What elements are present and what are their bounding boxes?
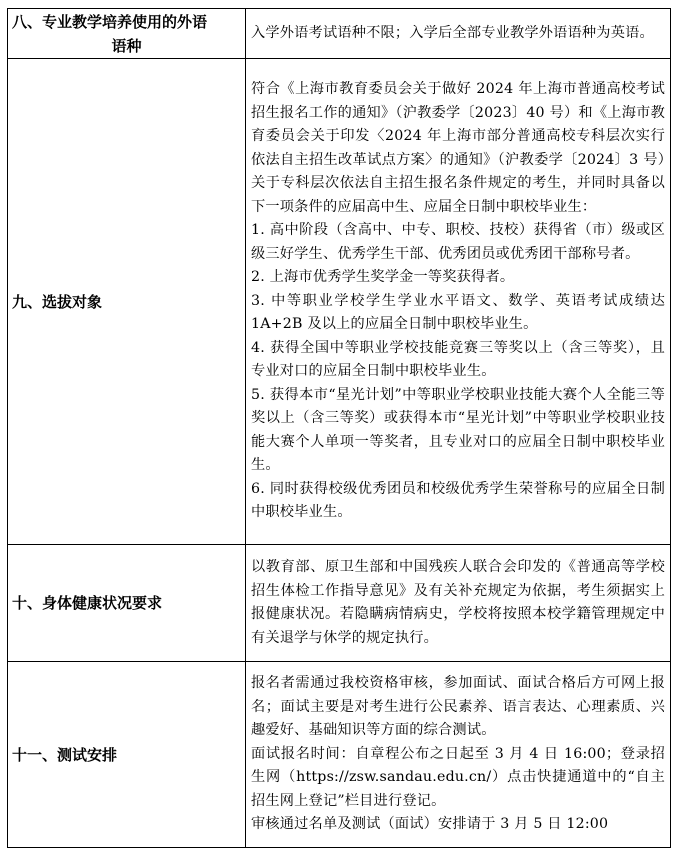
- table-row: [8, 9, 671, 59]
- row-content-selection-target: [246, 59, 671, 545]
- content-paragraph: 2. 上海市优秀学生奖学金一等奖获得者。: [251, 269, 515, 286]
- row-label-foreign-language: [8, 9, 246, 59]
- admission-rules-table: [7, 8, 671, 848]
- content-paragraph: 5. 获得本市“星光计划”中等职业学校职业技能大赛个人全能三等奖以上（含三等奖）或获得本市“星光计划”中等职业学校职业技能大赛个人单项一等奖者，且专业对口的应届全日制中职校毕业生。: [251, 386, 665, 474]
- row-label-line: 语种: [111, 36, 142, 55]
- row-content-health-requirements: [246, 545, 671, 662]
- row-label-selection-target: [8, 59, 246, 545]
- row-label-text: 九、选拔对象: [12, 292, 103, 311]
- row-label-text: 十、身体健康状况要求: [12, 594, 163, 612]
- table-row: [8, 59, 671, 545]
- row-content-foreign-language: [246, 9, 671, 59]
- row-label-test-arrangement: [8, 662, 246, 848]
- content-paragraph: 入学外语考试语种不限；入学后全部专业教学外语语种为英语。: [251, 24, 654, 41]
- content-paragraph: 1. 高中阶段（含高中、中专、职校、技校）获得省（市）级或区级三好学生、优秀学生干部、优秀团员或优秀团干部称号者。: [251, 222, 665, 262]
- content-paragraph: 3. 中等职业学校学生学业水平语文、数学、英语考试成绩达 1A+2B 及以上的应届全日制中职校毕业生。: [251, 292, 665, 333]
- content-paragraph: 报名者需通过我校资格审核，参加面试、面试合格后方可网上报名；面试主要是对考生进行公民素养、语言表达、心理素质、兴趣爱好、基础知识等方面的综合测试。: [251, 675, 665, 739]
- table-row: [8, 662, 671, 848]
- content-paragraph: 4. 获得全国中等职业学校技能竞赛三等奖以上（含三等奖），且专业对口的应届全日制中职校毕业生。: [251, 339, 665, 380]
- content-paragraph: 6. 同时获得校级优秀团员和校级优秀学生荣誉称号的应届全日制中职校毕业生。: [251, 480, 665, 521]
- content-paragraph: 以教育部、原卫生部和中国残疾人联合会印发的《普通高等学校招生体检工作指导意见》及有关补充规定为依据，考生须据实上报健康状况。若隐瞒病情病史，学校将按照本校学籍管理规定中有关退学与休学的规定执行。: [251, 559, 665, 646]
- row-label-text: 十一、测试安排: [12, 745, 118, 764]
- content-paragraph: 审核通过名单及测试（面试）安排请于 3 月 5 日 12:00: [251, 816, 609, 833]
- row-label-line: 八、专业教学培养使用的外语: [12, 12, 208, 31]
- row-label-health-requirements: [8, 545, 246, 662]
- table-row: [8, 545, 671, 662]
- row-content-test-arrangement: [246, 662, 671, 848]
- content-paragraph: 符合《上海市教育委员会关于做好 2024 年上海市普通高校考试招生报名工作的通知》（沪教委学〔2023〕40 号）和《上海市教育委员会关于印发〈2024 年上海市部分普通高校专科层次实行依法自主招生改革试点方案〉的通知》（沪教委学〔2024〕3 号）关于专科层次依法自主招生报名条件规定的考生，并同时具备以下一项条件的应届高中生、应届全日制中职校毕业生：: [251, 81, 665, 215]
- content-paragraph: 面试报名时间：自章程公布之日起至 3 月 4 日 16:00；登录招生网（https://zsw.sandau.edu.cn/）点击快捷通道中的“自主招生网上登记”栏目进行登记。: [251, 745, 665, 809]
